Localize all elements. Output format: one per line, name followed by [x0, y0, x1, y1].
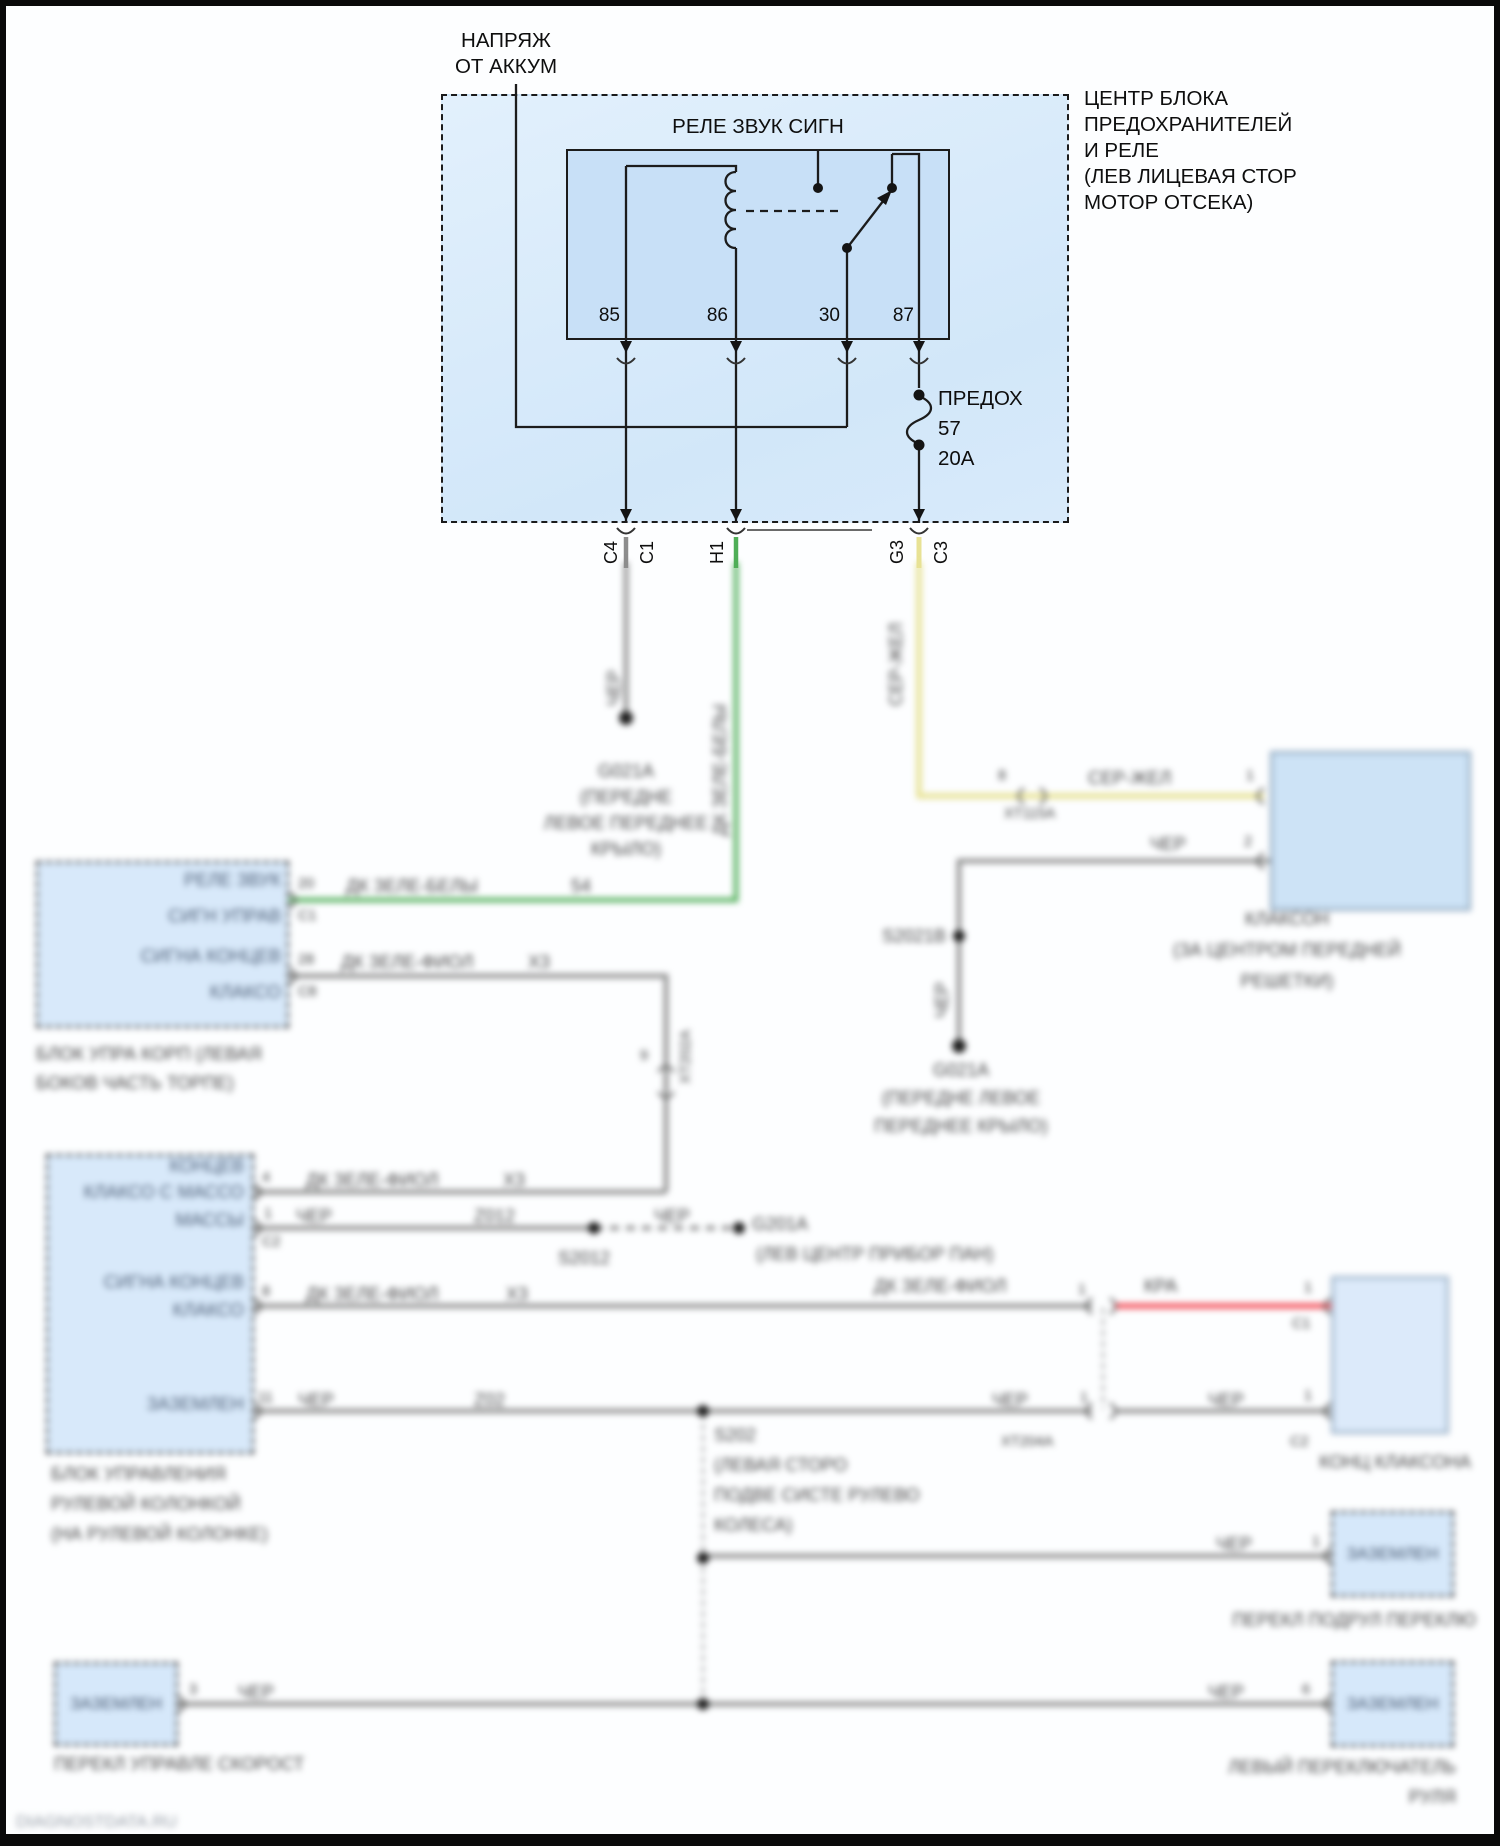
- splice-s202-loc1: (ЛЕВАЯ СТОРО: [714, 1455, 848, 1475]
- horn-caption-line2: (ЗА ЦЕНТРОМ ПЕРЕДНЕЙ: [1173, 940, 1401, 960]
- bcm-pin-28: 28: [298, 952, 315, 968]
- horn-caption-line3: РЕШЕТКИ): [1240, 971, 1334, 991]
- scm-pin-11: 11: [258, 1390, 274, 1406]
- bcm-row2-line1: СИГНА КОНЦЕВ: [140, 946, 281, 966]
- fuse-block-header-line3: И РЕЛЕ: [1084, 139, 1159, 162]
- cruise-ground-block: ЗАЗЕМЛЕН: [54, 1662, 178, 1746]
- scm-row4-label: ЗАЗЕМЛЕН: [146, 1394, 244, 1414]
- ground-g021a-left: [506, 758, 746, 862]
- scm-pin-8: 8: [262, 1284, 271, 1300]
- left-switch-caption-line2: РУЛЯ: [1408, 1787, 1456, 1807]
- wire-label-dkgrn-vio-4: ДК ЗЕЛЕ-ФИОЛ: [874, 1276, 1007, 1296]
- wire-label-blk-cruise: ЧЕР: [238, 1682, 275, 1702]
- fuse-name: ПРЕДОХ: [938, 387, 1023, 410]
- inline-conn-xt202a: XT202A: [677, 1029, 694, 1084]
- inline-conn-xt204a: XT204A: [1001, 1434, 1054, 1450]
- xt204-pin-row-d: 1: [1080, 1390, 1089, 1406]
- cruise-caption: ПЕРЕКЛ УПРАВЛЕ СКОРОСТ: [54, 1754, 305, 1774]
- wire-label-dkgrn-vio-3: ДК ЗЕЛЕ-ФИОЛ: [306, 1284, 439, 1304]
- bcm-caption-line1: БЛОК УПРА КОРП (ЛЕВАЯ: [36, 1044, 262, 1064]
- wire-label-blk-row2: ЧЕР: [296, 1206, 333, 1226]
- ground-g021a-loc3: КРЫЛО): [590, 839, 662, 859]
- wire-label-blk-row4-right: ЧЕР: [1208, 1390, 1245, 1410]
- horn-switch-conn-c1: C1: [1292, 1316, 1311, 1332]
- wire-label-gry-yel-rot: СЕР-ЖЕЛ: [886, 622, 906, 706]
- scm-caption-line2: РУЛЕВОЙ КОЛОНКОЙ: [51, 1494, 241, 1514]
- fuse-block-header-line5: МОТОР ОТСЕКА): [1084, 191, 1254, 214]
- splice-s2012: S2012: [558, 1248, 611, 1268]
- ground-g021a-right: [836, 1056, 1086, 1140]
- connector-h1: H1: [707, 540, 727, 564]
- scm-row2-label: МАССЫ: [175, 1210, 244, 1230]
- scm-row3-line1: СИГНА КОНЦЕВ: [103, 1272, 244, 1292]
- horn-switch-pin-top: 1: [1304, 1280, 1313, 1296]
- ground-g021a-loc2: ЛЕВОЕ ПЕРЕДНЕЕ: [543, 813, 709, 833]
- ground-g021a-loc1: (ПЕРЕДНЕ: [579, 787, 673, 807]
- bcm-row2-line2: КЛАКСО: [209, 982, 281, 1002]
- wire-label-blk-stalk: ЧЕР: [1216, 1534, 1253, 1554]
- splice-s2021b: S2021B: [881, 926, 946, 946]
- wire-tag-x3-2: X3: [503, 1170, 526, 1190]
- ground-g021a-r-loc1: (ПЕРЕДНЕ ЛЕВОЕ: [881, 1088, 1041, 1108]
- yellow-wire: [919, 562, 1264, 796]
- connector-c3: C3: [931, 540, 951, 564]
- horn-inline-pin-8: 8: [998, 768, 1007, 784]
- wire-label-dkgrn-wht: ДК ЗЕЛЕ-БЕЛЫ: [346, 876, 478, 896]
- bcm-conn-c8: C8: [298, 984, 317, 1000]
- ground-g021a-name-2: G021A: [932, 1060, 990, 1080]
- ground-g201a-location: (ЛЕВ ЦЕНТР ПРИБОР ПАН): [756, 1244, 994, 1264]
- wire-label-red: КРА: [1144, 1276, 1178, 1296]
- horn-box: [1270, 751, 1471, 911]
- wire-tag-x3-1: X3: [528, 952, 551, 972]
- horn-caption: [1101, 904, 1473, 997]
- ground-g201a: G201A: [752, 1214, 809, 1234]
- wire-label-blk-horn: ЧЕР: [1150, 834, 1187, 854]
- wire-label-blk-lsw: ЧЕР: [1208, 1682, 1245, 1702]
- fuse-block-header-line2: ПРЕДОХРАНИТЕЛЕЙ: [1084, 113, 1293, 136]
- bcm-row1-line1: РЕЛЕ ЗВУК: [183, 870, 281, 890]
- stalk-pin-1: 1: [1312, 1534, 1321, 1550]
- horn-switch-box: [1331, 1276, 1449, 1434]
- inline-conn-pin-9: 9: [640, 1048, 649, 1064]
- relay-pin-30: 30: [818, 305, 840, 326]
- inline-conn-xt115a: XT115A: [1004, 806, 1056, 822]
- splice-s202-loc3: КОЛЕСА): [714, 1515, 793, 1535]
- fuse-rating: 20А: [938, 447, 975, 470]
- wire-tag-x3-3: X3: [506, 1284, 529, 1304]
- bcm-pin-20: 20: [298, 876, 315, 892]
- stalk-ground-block: ЗАЗЕМЛЕН: [1331, 1511, 1454, 1597]
- horn-caption-line1: КЛАКСОН: [1244, 909, 1330, 929]
- fuse-number: 57: [938, 417, 961, 440]
- wire-label-dkgrn-wht-rot: ДК ЗЕЛЕ-БЕЛЫ: [710, 704, 730, 836]
- left-switch-caption-line1: ЛЕВЫЙ ПЕРЕКЛЮЧАТЕЛЬ: [1228, 1757, 1456, 1777]
- stalk-caption: ПЕРЕКЛ ПОДРУЛ ПЕРЕКЛЮ: [1232, 1610, 1476, 1630]
- horn-relay-title: РЕЛЕ ЗВУК СИГН: [672, 115, 844, 138]
- blurred-circuit-area: [6, 6, 1500, 1846]
- ground-g021a-r-loc2: ПЕРЕДНЕЕ КРЫЛО): [874, 1116, 1048, 1136]
- wire-label-blk-row4-mid: ЧЕР: [992, 1390, 1029, 1410]
- battery-feed-line2: ОТ АККУМ: [454, 55, 558, 78]
- fuse-block-header-line1: ЦЕНТР БЛОКА: [1084, 87, 1229, 110]
- splice-s202-caption: [714, 1420, 920, 1540]
- wire-tag-z02: Z02: [474, 1390, 506, 1410]
- relay-pin-85: 85: [598, 305, 620, 326]
- wire-label-blk-rot: ЧЕР: [604, 669, 624, 706]
- bcm-conn-c1: C1: [298, 908, 317, 924]
- horn-switch-pin-bottom: 1: [1304, 1388, 1313, 1404]
- splice-s202-name: S202: [714, 1425, 757, 1445]
- wire-tag-54: 54: [571, 876, 592, 896]
- left-switch-pin-6: 6: [1302, 1682, 1311, 1698]
- bcm-caption-line2: БОКОВ ЧАСТЬ ТОРПЕ): [36, 1073, 234, 1093]
- horn-pin-1: 1: [1246, 768, 1255, 784]
- connector-c1: C1: [637, 540, 657, 564]
- xt204-pin-row-c: 1: [1078, 1282, 1087, 1298]
- relay-pin-87: 87: [892, 305, 914, 326]
- ground-g021a-name: G021A: [597, 761, 655, 781]
- horn-switch-conn-c2: C2: [1290, 1434, 1309, 1450]
- scm-conn-c2-row2: C2: [262, 1234, 281, 1250]
- wire-tag-z012: Z012: [474, 1206, 516, 1226]
- watermark: DIAGNOSTDATA.RU: [16, 1812, 177, 1831]
- cruise-pin-3: 3: [189, 1682, 198, 1698]
- splice-s202-loc2: ПОДВЕ СИСТЕ РУЛЕВО: [714, 1485, 920, 1505]
- relay-pin-86: 86: [706, 305, 728, 326]
- wire-label-dkgrn-vio-1: ДК ЗЕЛЕ-ФИОЛ: [341, 952, 474, 972]
- bcm-row1-line2: СИГН УПРАВ: [168, 906, 281, 926]
- wire-label-dkgrn-vio-2: ДК ЗЕЛЕ-ФИОЛ: [306, 1170, 439, 1190]
- scm-caption-line1: БЛОК УПРАВЛЕНИЯ: [51, 1464, 226, 1484]
- wire-label-blk-dash: ЧЕР: [654, 1206, 691, 1226]
- connector-c4: C4: [601, 540, 621, 564]
- wire-label-gry-yel: СЕР-ЖЕЛ: [1088, 768, 1172, 788]
- scm-pin-1: 1: [264, 1206, 273, 1222]
- wire-label-blk-rot-2: ЧЕР: [932, 981, 952, 1018]
- left-switch-caption: [1151, 1752, 1456, 1812]
- connector-g3: G3: [887, 539, 907, 564]
- scm-row1-line1: КОНЦЕВ: [169, 1156, 244, 1176]
- scm-row1-line2: КЛАКСО С МАССО: [83, 1182, 244, 1202]
- wire-label-blk-row4: ЧЕР: [298, 1390, 335, 1410]
- scm-row3-line2: КЛАКСО: [172, 1300, 244, 1320]
- left-switch-ground-block: ЗАЗЕМЛЕН: [1331, 1661, 1454, 1747]
- battery-feed-line1: НАПРЯЖ: [461, 29, 551, 52]
- scm-pin-4: 4: [262, 1170, 271, 1186]
- horn-switch-caption: КОНЦ КЛАКСОНА: [1319, 1452, 1471, 1472]
- horn-pin-2: 2: [1244, 834, 1253, 850]
- fuse-block-header-line4: (ЛЕВ ЛИЦЕВАЯ СТОР: [1084, 165, 1297, 188]
- scm-caption-line3: (НА РУЛЕВОЙ КОЛОНКЕ): [51, 1524, 268, 1544]
